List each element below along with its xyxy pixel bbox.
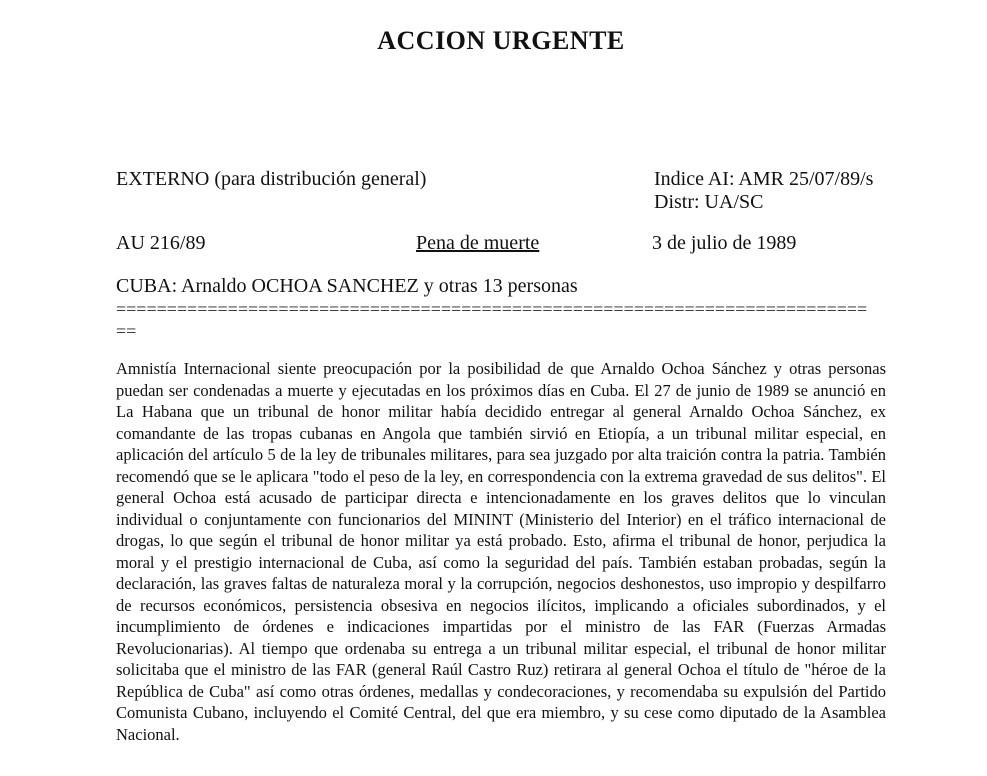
document-date: 3 de julio de 1989: [652, 232, 797, 254]
case-line: CUBA: Arnaldo OCHOA SANCHEZ y otras 13 personas: [116, 275, 578, 297]
body-paragraph: Amnistía Internacional siente preocupación por la posibilidad de que Arnaldo Ochoa Sánchez y otras personas puedan ser condenadas a muerte y ejecutadas en los próximos días en Cuba. El 27 de junio de 1989 se anunció en La Habana que un tribunal de honor militar había decidido entregar al general Arnaldo Ochoa Sánchez, ex comandante de las tropas cubanas en Angola que también sirvió en Etiopía, a un tribunal militar especial, en aplicación del artículo 5 de la ley de tribunales militares, para sea juzgado por alta traición contra la patria. También recomendó que se le aplicara "todo el peso de la ley, en correspondencia con la extrema gravedad de sus delitos". El general Ochoa está acusado de participar directa e intencionadamente en los graves delitos que lo vinculan individual o conjuntamente con funcionarios del MININT (Ministerio del Interior) en el tráfico internacional de drogas, lo que según el tribunal de honor militar ya está probado. Esto, afirma el tribunal de honor, perjudica la moral y el prestigio internacional de Cuba, así como la seguridad del país. También estaban probadas, según la declaración, las graves faltas de naturaleza moral y la corrupción, negocios deshonestos, uso impropio y despilfarro de recursos económicos, persistencia obsesiva en negocios ilícitos, implicando a oficiales subordinados, y el incumplimiento de órdenes e indicaciones impartidas por el ministro de las FAR (Fuerzas Armadas Revolucionarias). Al tiempo que ordenaba su entrega a un tribunal militar especial, el tribunal de honor militar solicitaba que el ministro de las FAR (general Raúl Castro Ruz) retirara al general Ochoa el título de "héroe de la República de Cuba" así como otras órdenes, medallas y condecoraciones, y recomendaba su expulsión del Partido Comunista Cubano, incluyendo el Comité Central, del que era miembro, y su cese como diputado de la Asamblea Nacional.: [116, 359, 886, 744]
case-subject-cell: [416, 232, 652, 255]
page-title: ACCION URGENTE: [377, 26, 625, 55]
distribution-line: EXTERNO (para distribución general): [116, 168, 427, 190]
ai-index-line: Indice AI: AMR 25/07/89/s: [654, 168, 874, 190]
case-subject: Pena de muerte: [416, 232, 540, 254]
header-distribution-row: [116, 168, 886, 214]
separator-line-2: ==: [116, 321, 137, 341]
distr-line: Distr: UA/SC: [654, 191, 764, 213]
index-block: [654, 168, 886, 214]
header-action-row: [116, 232, 886, 255]
action-number: AU 216/89: [116, 232, 206, 254]
separator-line-1: ==========================================================================: [116, 299, 868, 319]
separator: [116, 298, 886, 342]
